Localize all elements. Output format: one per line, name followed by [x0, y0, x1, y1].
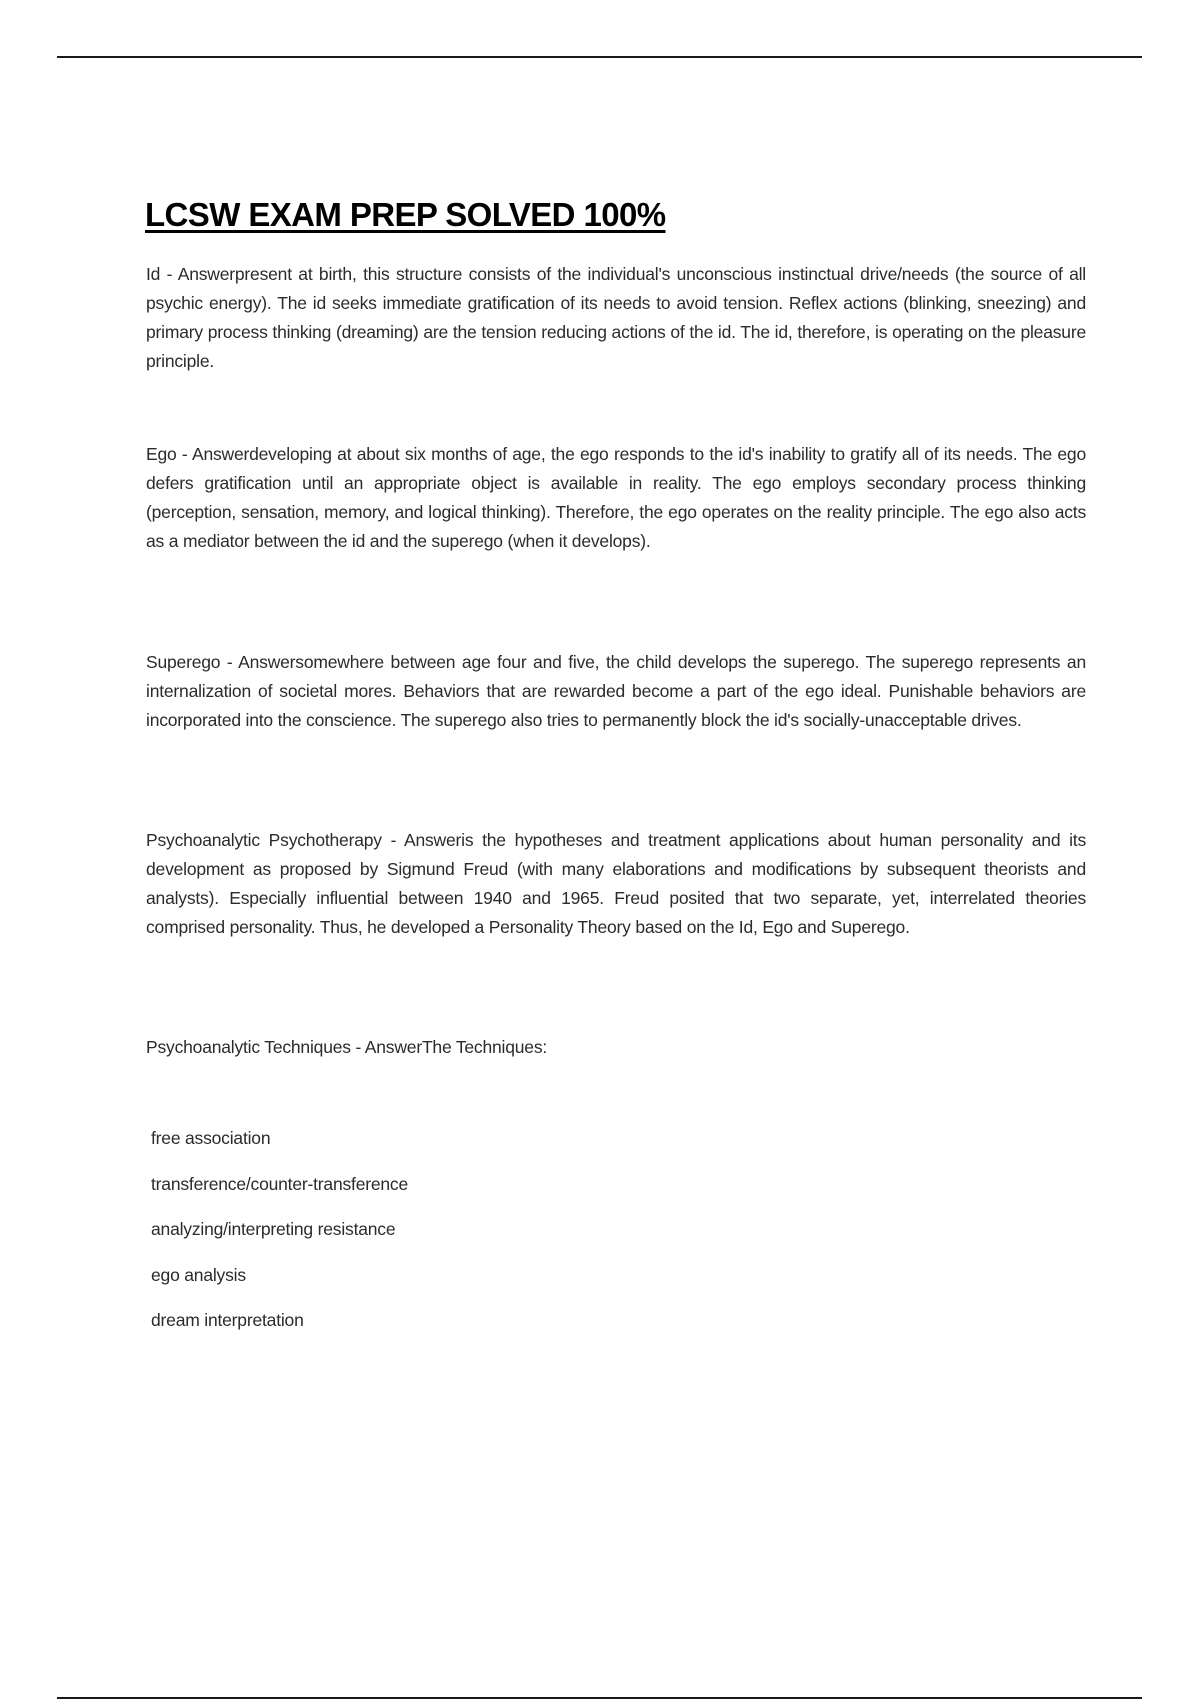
entry-id: Id - Answerpresent at birth, this structure consists of the individual's unconscious instinctual drive/needs (the source of all psychic energy). The id seeks immediate gratification of its needs to avoid tension. Reflex actions (blinking, sneezing) and primary process thinking (dreaming) are the tension reducing actions of the id. The id, therefore, is operating on the pleasure principle.: [146, 264, 1086, 371]
technique-item: analyzing/interpreting resistance: [151, 1219, 396, 1239]
entry-psychoanalytic-psychotherapy: Psychoanalytic Psychotherapy - Answeris the hypotheses and treatment applications about human personality and its development as proposed by Sigmund Freud (with many elaborations and modifications by subsequent theorists and analysts). Especially influential between 1940 and 1965. Freud posited that two separate, yet, interrelated theories comprised personality. Thus, he developed a Personality Theory based on the Id, Ego and Superego.: [146, 830, 1086, 937]
technique-item: transference/counter-transference: [151, 1173, 409, 1194]
entry-psychoanalytic-techniques: Psychoanalytic Techniques - AnswerThe Techniques:: [146, 1037, 548, 1057]
technique-item: dream interpretation: [151, 1310, 304, 1330]
technique-item: free association: [151, 1128, 271, 1148]
entry-ego: Ego - Answerdeveloping at about six months of age, the ego responds to the id's inability to gratify all of its needs. The ego defers gratification until an appropriate object is available in reality. The ego employs secondary process thinking (perception, sensation, memory, and logical thinking). Therefore, the ego operates on the reality principle. The ego also acts as a mediator between the id and the superego (when it develops).: [146, 444, 1086, 551]
footer-rule: [57, 1697, 1142, 1699]
techniques-list: [151, 1124, 408, 1352]
technique-item: ego analysis: [151, 1264, 246, 1285]
document-title: LCSW EXAM PREP SOLVED 100%: [145, 196, 666, 233]
entry-superego: Superego - Answersomewhere between age four and five, the child develops the superego. The superego represents an internalization of societal mores. Behaviors that are rewarded become a part of the ego ideal. Punishable behaviors are incorporated into the conscience. The superego also tries to permanently block the id's socially-unacceptable drives.: [146, 652, 1086, 730]
header-rule: [57, 56, 1142, 58]
